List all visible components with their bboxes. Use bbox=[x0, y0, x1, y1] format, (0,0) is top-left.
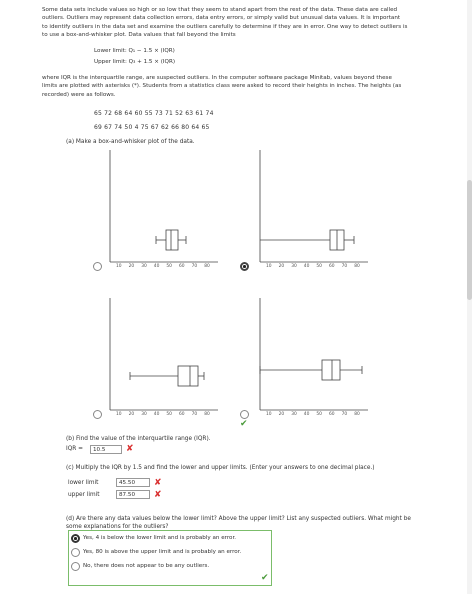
option-3-radio[interactable] bbox=[71, 562, 80, 571]
plot-option-3 bbox=[100, 298, 220, 427]
upper-limit-label: upper limit bbox=[68, 492, 100, 498]
where-text bbox=[42, 74, 462, 99]
axis-tick-label: 10 bbox=[266, 264, 272, 269]
correct-checkmark-icon: ✔ bbox=[240, 419, 248, 429]
plot-option-3-radio[interactable] bbox=[93, 410, 102, 419]
axis-tick-label: 80 bbox=[354, 264, 360, 269]
intro-line: to identify outliers in the data set and examine the outliers carefully to determine if they are in error. One way to detect outliers is bbox=[42, 23, 408, 30]
option-2-radio[interactable] bbox=[71, 548, 80, 557]
axis-tick-label: 10 bbox=[116, 412, 122, 417]
intro-text bbox=[42, 6, 462, 39]
part-d-options bbox=[68, 530, 272, 586]
option-1-radio[interactable] bbox=[71, 534, 80, 543]
axis-tick-label: 60 bbox=[179, 264, 185, 269]
plot-option-1-radio[interactable] bbox=[93, 262, 102, 271]
axis-tick-label: 50 bbox=[316, 412, 322, 417]
axis-tick-label: 10 bbox=[116, 264, 122, 269]
axis-tick-label: 50 bbox=[166, 264, 172, 269]
scrollbar-thumb[interactable] bbox=[467, 180, 472, 300]
intro-line: to use a box-and-whisker plot. Data values that fall beyond the limits bbox=[42, 31, 236, 38]
axis-tick-label: 40 bbox=[303, 264, 310, 269]
iqr-label: IQR = bbox=[66, 446, 84, 452]
option-1-label[interactable]: Yes, 4 is below the lower limit and is probably an error. bbox=[83, 535, 237, 541]
axis-tick-label: 10 bbox=[266, 412, 272, 417]
axis-tick-label: 60 bbox=[329, 412, 335, 417]
axis-tick-label: 20 bbox=[128, 264, 135, 269]
part-d-line: (d) Are there any data values below the lower limit? Above the upper limit? List any suspected outliers. What might be bbox=[66, 516, 411, 522]
axis-tick-label: 70 bbox=[191, 264, 198, 269]
part-b-label: (b) Find the value of the interquartile range (IQR). bbox=[66, 436, 211, 442]
lower-limit-formula: Lower limit: Q₁ − 1.5 × (IQR) bbox=[94, 48, 175, 54]
box-plot-1 bbox=[100, 150, 220, 275]
axis-tick-label: 80 bbox=[204, 264, 210, 269]
axis-tick-label: 70 bbox=[341, 412, 348, 417]
intro-line: outliers. Outliers may represent data collection errors, data entry errors, or simply valid but unusual data values. It is important bbox=[42, 15, 401, 22]
plot-option-4-radio[interactable] bbox=[240, 410, 249, 419]
plot-option-2-radio[interactable] bbox=[240, 262, 249, 271]
axis-tick-label: 20 bbox=[278, 412, 285, 417]
upper-limit-formula: Upper limit: Q₃ + 1.5 × (IQR) bbox=[94, 59, 176, 65]
upper-limit-input[interactable]: 87.50 bbox=[116, 490, 150, 499]
lower-limit-input[interactable]: 45.50 bbox=[116, 478, 150, 487]
axis-tick-label: 60 bbox=[179, 412, 185, 417]
axis-tick-label: 60 bbox=[329, 264, 335, 269]
option-2-label[interactable]: Yes, 80 is above the upper limit and is probably an error. bbox=[83, 549, 242, 555]
axis-tick-label: 40 bbox=[153, 264, 160, 269]
axis-tick-label: 50 bbox=[166, 412, 172, 417]
where-line: where IQR is the interquartile range, are suspected outliers. In the computer software package Minitab, values beyond these bbox=[42, 75, 392, 81]
incorrect-x-icon: ✘ bbox=[154, 478, 162, 488]
part-a-label: (a) Make a box-and-whisker plot of the data. bbox=[66, 139, 195, 145]
incorrect-x-icon: ✘ bbox=[126, 444, 134, 454]
where-line: limits are plotted with asterisks (*). Students from a statistics class were asked to record their heights in inches. The heights (as bbox=[42, 83, 402, 90]
box-plot-4 bbox=[250, 298, 370, 423]
data-row-2: 69 67 74 50 4 75 67 62 66 80 64 65 bbox=[94, 124, 210, 131]
option-3-label[interactable]: No, there does not appear to be any outliers. bbox=[83, 563, 210, 569]
plot-option-2 bbox=[250, 150, 370, 279]
axis-tick-label: 70 bbox=[191, 412, 198, 417]
incorrect-x-icon: ✘ bbox=[154, 490, 162, 500]
part-c-label: (c) Multiply the IQR by 1.5 and find the lower and upper limits. (Enter your answers to one decimal place.) bbox=[66, 465, 375, 471]
intro-line: Some data sets include values so high or so low that they seem to stand apart from the rest of the data. These data are called bbox=[42, 7, 398, 13]
axis-tick-label: 30 bbox=[141, 264, 147, 269]
axis-tick-label: 70 bbox=[341, 264, 348, 269]
box-plot-3 bbox=[100, 298, 220, 423]
axis-tick-label: 30 bbox=[291, 412, 297, 417]
correct-checkmark-icon: ✔ bbox=[261, 573, 269, 583]
where-line: recorded) were as follows. bbox=[42, 91, 116, 98]
axis-tick-label: 30 bbox=[291, 264, 297, 269]
axis-tick-label: 40 bbox=[153, 412, 160, 417]
axis-tick-label: 30 bbox=[141, 412, 147, 417]
axis-tick-label: 80 bbox=[204, 412, 210, 417]
axis-tick-label: 40 bbox=[303, 412, 310, 417]
axis-tick-label: 80 bbox=[354, 412, 360, 417]
axis-tick-label: 20 bbox=[278, 264, 285, 269]
plot-option-1 bbox=[100, 150, 220, 279]
data-row-1: 65 72 68 64 60 55 73 71 52 63 61 74 bbox=[94, 110, 214, 117]
plot-option-4 bbox=[250, 298, 370, 427]
box-plot-2 bbox=[250, 150, 370, 275]
iqr-input[interactable]: 10.5 bbox=[90, 445, 122, 454]
axis-tick-label: 50 bbox=[316, 264, 322, 269]
part-d-label bbox=[66, 515, 474, 531]
axis-tick-label: 20 bbox=[128, 412, 135, 417]
part-d-line: some explanations for the outliers? bbox=[66, 524, 169, 530]
lower-limit-label: lower limit bbox=[68, 480, 99, 486]
